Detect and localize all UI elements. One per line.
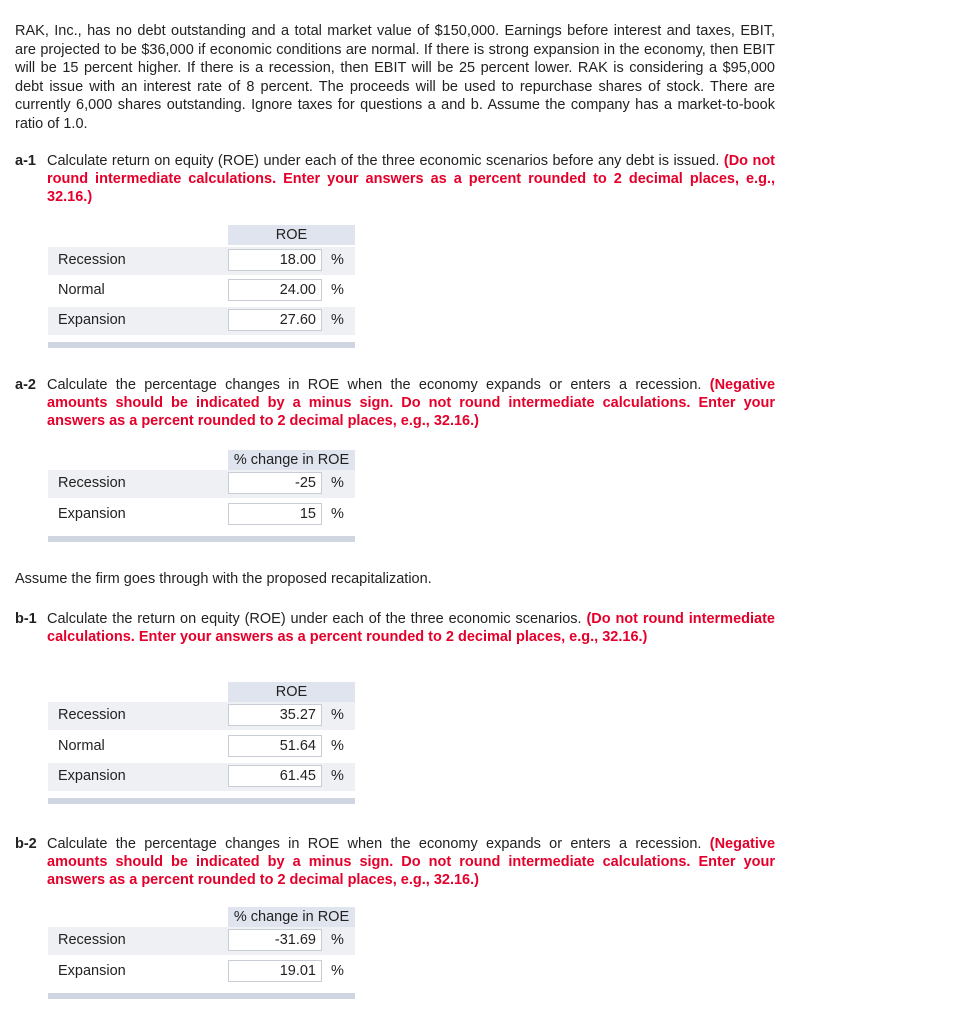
percent-unit: % — [331, 768, 344, 784]
assumption-text: Assume the firm goes through with the proposed recapitalization. — [15, 571, 432, 587]
table-row-expansion — [48, 763, 355, 791]
roe-normal-input[interactable]: 24.00 — [228, 279, 322, 301]
roe-normal-input[interactable]: 51.64 — [228, 735, 322, 757]
table-footer-bar — [48, 342, 355, 348]
change-expansion-input[interactable]: 15 — [228, 503, 322, 525]
question-label: a-2 — [15, 377, 36, 393]
table-row-recession — [48, 702, 355, 730]
column-header: % change in ROE — [228, 450, 355, 470]
table-row-recession — [48, 247, 355, 275]
percent-unit: % — [331, 738, 344, 754]
table-row-expansion — [48, 307, 355, 335]
column-header: ROE — [228, 225, 355, 245]
table-row-recession — [48, 470, 355, 498]
table-footer-bar — [48, 798, 355, 804]
roe-expansion-input[interactable]: 61.45 — [228, 765, 322, 787]
question-text: Calculate the percentage changes in ROE when the economy expands or enters a recession. — [47, 377, 702, 393]
percent-unit: % — [331, 506, 344, 522]
table-row-expansion — [48, 501, 355, 529]
percent-unit: % — [331, 475, 344, 491]
question-a1 — [15, 152, 775, 206]
table-row-normal — [48, 277, 355, 305]
question-label: b-2 — [15, 836, 37, 852]
row-label: Expansion — [58, 963, 126, 979]
row-label: Recession — [58, 932, 126, 948]
percent-unit: % — [331, 312, 344, 328]
problem-intro: RAK, Inc., has no debt outstanding and a total market value of $150,000. Earnings before interest and taxes, EBIT, are projected to be $36,000 if economic conditions are normal. If there is strong expansion in the economy, then EBIT will be 15 percent higher. If there is a recession, then EBIT will be 25 percent lower. RAK is considering a $95,000 debt issue with an interest rate of 8 percent. The proceeds will be used to repurchase shares of stock. There are currently 6,000 shares outstanding. Ignore taxes for questions a and b. Assume the company has a market-to-book ratio of 1.0. — [15, 23, 775, 132]
column-header: ROE — [228, 682, 355, 702]
row-label: Expansion — [58, 768, 126, 784]
percent-unit: % — [331, 282, 344, 298]
percent-unit: % — [331, 963, 344, 979]
row-label: Expansion — [58, 506, 126, 522]
row-label: Recession — [58, 252, 126, 268]
question-label: a-1 — [15, 153, 36, 169]
question-instruction: (Negative amounts should be indicated by a minus sign. Do not round intermediate calculations. Enter your answers as a percent rounded to 2 decimal places, e.g., 32.16.) — [47, 377, 776, 429]
row-label: Recession — [58, 707, 126, 723]
question-a2 — [15, 376, 775, 430]
roe-expansion-input[interactable]: 27.60 — [228, 309, 322, 331]
row-label: Normal — [58, 738, 105, 754]
table-row-normal — [48, 733, 355, 761]
question-b2 — [15, 835, 775, 889]
table-row-recession — [48, 927, 355, 955]
table-footer-bar — [48, 993, 355, 999]
question-text: Calculate the return on equity (ROE) under each of the three economic scenarios. — [47, 611, 582, 627]
roe-recession-input[interactable]: 35.27 — [228, 704, 322, 726]
question-instruction: (Do not round intermediate calculations. Enter your answers as a percent rounded to 2 decimal places, e.g., 32.16.) — [47, 611, 775, 645]
percent-unit: % — [331, 932, 344, 948]
change-expansion-input[interactable]: 19.01 — [228, 960, 322, 982]
question-instruction: (Negative amounts should be indicated by a minus sign. Do not round intermediate calculations. Enter your answers as a percent rounded to 2 decimal places, e.g., 32.16.) — [47, 836, 776, 888]
change-recession-input[interactable]: -25 — [228, 472, 322, 494]
question-text: Calculate return on equity (ROE) under each of the three economic scenarios before any debt is issued. — [47, 153, 720, 169]
change-recession-input[interactable]: -31.69 — [228, 929, 322, 951]
percent-unit: % — [331, 707, 344, 723]
percent-unit: % — [331, 252, 344, 268]
question-b1 — [15, 610, 775, 646]
table-footer-bar — [48, 536, 355, 542]
roe-recession-input[interactable]: 18.00 — [228, 249, 322, 271]
question-instruction: (Do not round intermediate calculations. Enter your answers as a percent rounded to 2 decimal places, e.g., 32.16.) — [47, 153, 776, 205]
column-header: % change in ROE — [228, 907, 355, 927]
row-label: Normal — [58, 282, 105, 298]
problem-page — [15, 22, 776, 979]
table-row-expansion — [48, 958, 355, 986]
row-label: Expansion — [58, 312, 126, 328]
row-label: Recession — [58, 475, 126, 491]
question-text: Calculate the percentage changes in ROE when the economy expands or enters a recession. — [47, 836, 702, 852]
question-label: b-1 — [15, 611, 37, 627]
